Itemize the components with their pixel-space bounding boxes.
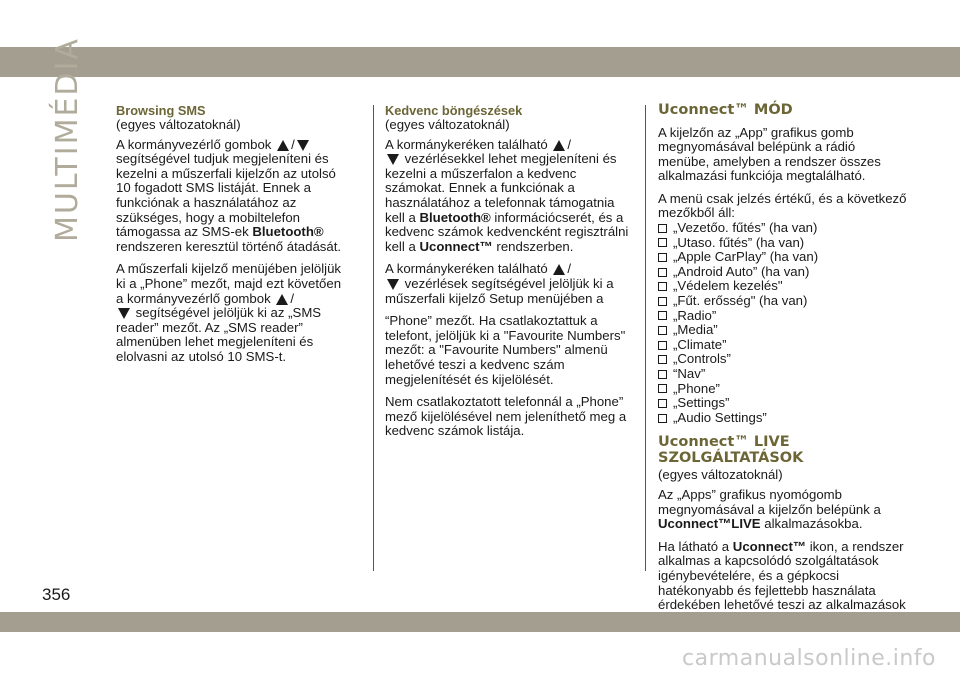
bold-text: Uconnect™ <box>732 538 807 554</box>
bold-text: Bluetooth® <box>252 224 324 240</box>
paragraph <box>116 138 351 255</box>
section-subtitle: (egyes változatoknál) <box>116 117 241 132</box>
checkbox-icon <box>658 326 667 335</box>
text: A kormánykeréken található <box>385 136 548 152</box>
list-item-label: „Radio” <box>673 307 717 323</box>
page-number: 356 <box>42 585 71 604</box>
section-subtitle: (egyes változatoknál) <box>385 117 510 132</box>
separator: / <box>567 261 572 277</box>
section-heading: Uconnect™ MÓD <box>658 102 793 118</box>
text: információcserét, és a kedvenc számok kedvencként regisztrálni kell a <box>385 209 629 254</box>
list-item <box>658 323 908 338</box>
text: A kormánykeréken található <box>385 261 548 277</box>
checkbox-icon <box>658 238 667 247</box>
separator: / <box>567 136 572 152</box>
bottom-band <box>0 612 960 632</box>
triangle-up-icon <box>276 294 288 305</box>
list-item-label: „Audio Settings” <box>673 409 767 425</box>
column-browsing-sms <box>116 103 351 373</box>
paragraph: “Phone” mezőt. Ha csatlakoztattuk a telefont, jelöljük ki a "Favourite Numbers" mezőt: a "Favourite Numbers" almenü lehetővé teszi a kedvenc szám megjelenítését és kijelölését. <box>385 313 626 387</box>
checkbox-icon <box>658 341 667 350</box>
triangle-up-icon <box>553 264 565 275</box>
heading-line: SZOLGÁLTATÁSOK <box>658 449 804 466</box>
list-item-label: „Android Auto” (ha van) <box>673 263 810 279</box>
text: rendszeren keresztül történő átadását. <box>116 238 342 254</box>
text: Az „Apps” grafikus nyomógomb megnyomásával a kijelzőn belépünk a <box>658 486 881 517</box>
paragraph <box>116 262 351 364</box>
checkbox-icon <box>658 282 667 291</box>
bold-text: Bluetooth® <box>419 209 491 225</box>
checkbox-icon <box>658 355 667 364</box>
list-item <box>658 265 908 280</box>
triangle-down-icon <box>118 308 130 319</box>
paragraph <box>385 138 635 255</box>
paragraph: A kijelzőn az „App” grafikus gomb megnyomásával belépünk a rádió menübe, amelyben a rendszer összes alkalmazási funkciója megtalálható. <box>658 124 881 184</box>
separator: / <box>290 290 295 306</box>
list-item-label: „Climate” <box>673 336 727 352</box>
text: ikon, a rendszer alkalmas a kapcsolódó szolgáltatások igénybevételére, és a gépkocsi hatékonyabb és fejlettebb használata érdekében lehetővé teszi az alkalmazások <box>658 538 906 613</box>
watermark: carmanualsonline.info <box>682 646 936 671</box>
checkbox-icon <box>658 311 667 320</box>
section-heading <box>658 435 908 466</box>
bold-text: Uconnect™ <box>419 238 493 254</box>
column-favourite-numbers <box>385 103 635 447</box>
top-band <box>0 47 960 77</box>
section-side-label: MULTIMÉDIA <box>50 37 85 242</box>
checkbox-icon <box>658 384 667 393</box>
paragraph <box>658 488 908 532</box>
paragraph: A menü csak jelzés értékű, és a következő mezőkből áll: <box>658 190 907 221</box>
list-item-label: „Apple CarPlay” (ha van) <box>673 249 819 265</box>
text: vezérlések segítségével jelöljük ki a műszerfali kijelző Setup menüjében a <box>385 275 614 306</box>
section-heading: Browsing SMS <box>116 103 206 118</box>
text: A műszerfali kijelző menüjében jelöljük ki a „Phone” mezőt, majd ezt követően a kormányvezérlő gombok <box>116 261 342 306</box>
text: rendszerben. <box>496 238 574 254</box>
text: vezérlésekkel lehet megjeleníteni és kezelni a műszerfalon a kedvenc számokat. Ennek a funkciónak a használatához a telefonnak támogatnia kell a <box>385 151 617 225</box>
checkbox-icon <box>658 268 667 277</box>
triangle-up-icon <box>277 140 289 151</box>
column-divider <box>373 105 374 571</box>
list-item <box>658 309 908 324</box>
list-item-label: „Védelem kezelés" <box>673 278 783 294</box>
paragraph <box>658 540 908 613</box>
list-item-label: „Phone” <box>673 380 720 396</box>
list-item-label: „Fűt. erősség" (ha van) <box>673 293 808 309</box>
checkbox-icon <box>658 297 667 306</box>
list-item <box>658 236 908 251</box>
paragraph: Nem csatlakoztatott telefonnál a „Phone” mező kijelölésével nem jeleníthető meg a kedvenc számok listája. <box>385 394 627 439</box>
column-uconnect <box>658 103 908 621</box>
triangle-up-icon <box>553 140 565 151</box>
text: A kormányvezérlő gombok <box>116 136 272 152</box>
column-divider <box>645 105 646 571</box>
list-item <box>658 396 908 411</box>
list-item <box>658 411 908 426</box>
list-item-label: „Media” <box>673 322 718 338</box>
triangle-down-icon <box>387 154 399 165</box>
checkbox-icon <box>658 370 667 379</box>
list-item <box>658 352 908 367</box>
list-item <box>658 367 908 382</box>
section-heading: Kedvenc böngészések <box>385 103 523 118</box>
list-item-label: „Vezetőo. fűtés” (ha van) <box>673 220 818 236</box>
text: alkalmazásokba. <box>764 516 863 532</box>
list-item <box>658 250 908 265</box>
list-item <box>658 338 908 353</box>
triangle-down-icon <box>387 279 399 290</box>
list-item-label: „Settings” <box>673 395 730 411</box>
checkbox-icon <box>658 253 667 262</box>
section-subtitle: (egyes változatoknál) <box>658 467 783 483</box>
paragraph <box>385 262 635 306</box>
list-item <box>658 294 908 309</box>
bold-text: Uconnect™LIVE <box>658 516 761 532</box>
list-item-label: “Nav” <box>673 366 706 381</box>
list-item <box>658 279 908 294</box>
heading-line: Uconnect™ LIVE <box>658 434 790 451</box>
triangle-down-icon <box>297 140 309 151</box>
list-item-label: „Controls” <box>673 351 731 367</box>
text: Ha látható a <box>658 538 730 554</box>
list-item <box>658 221 908 236</box>
separator: / <box>291 136 295 152</box>
text: segítségével jelöljük ki az „SMS reader” mezőt. Az „SMS reader” almenüben lehet megjeleníteni és elolvasni az utolsó 10 SMS-t. <box>116 305 322 364</box>
list-item <box>658 382 908 397</box>
list-item-label: „Utaso. fűtés” (ha van) <box>673 234 805 250</box>
checkbox-icon <box>658 224 667 233</box>
text: segítségével tudjuk megjeleníteni és kezelni a műszerfali kijelzőn az utolsó 10 fogadott SMS listáját. Ennek a funkciónak a használatához az szükséges, hogy a mobiltelefon támogassa az SMS-ek <box>116 151 336 240</box>
checkbox-icon <box>658 399 667 408</box>
menu-field-list <box>658 221 908 425</box>
checkbox-icon <box>658 414 667 423</box>
